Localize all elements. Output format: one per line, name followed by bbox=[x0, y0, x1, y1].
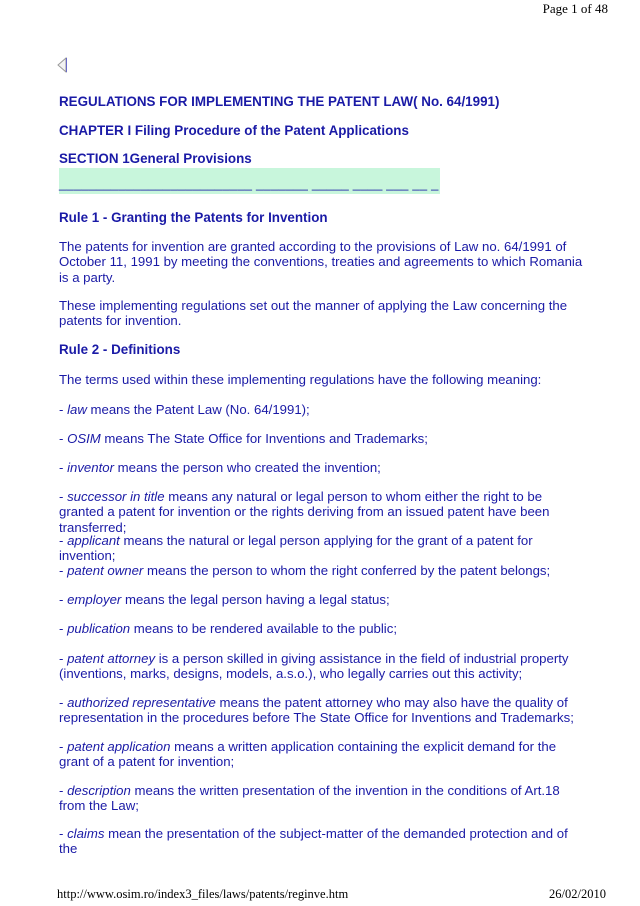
definition-term: authorized representative bbox=[67, 695, 216, 710]
definition-term: patent owner bbox=[67, 563, 144, 578]
definition-item: - patent owner means the person to whom the right conferred by the patent belongs; bbox=[59, 563, 551, 578]
definition-item: - OSIM means The State Office for Inventions and Trademarks; bbox=[59, 431, 428, 446]
definition-term: successor in title bbox=[67, 489, 165, 504]
definition-term: claims bbox=[67, 826, 105, 841]
rule1-paragraph-2: These implementing regulations set out the manner of applying the Law concerning the patents for invention. bbox=[59, 298, 568, 329]
back-arrow-icon[interactable] bbox=[56, 57, 68, 73]
definition-item: - applicant means the natural or legal person applying for the grant of a patent for invention; bbox=[59, 533, 533, 564]
definition-item: - inventor means the person who created the invention; bbox=[59, 460, 381, 475]
definition-term: publication bbox=[67, 621, 131, 636]
definition-term: description bbox=[67, 783, 131, 798]
page-number: Page 1 of 48 bbox=[542, 1, 608, 16]
definition-item: - patent attorney is a person skilled in giving assistance in the field of industrial property (inventions, marks, designs, models, a.s.o.), who legally carries out this activity; bbox=[59, 651, 569, 682]
rule2-intro: The terms used within these implementing regulations have the following meaning: bbox=[59, 372, 542, 387]
rule2-heading: Rule 2 - Definitions bbox=[59, 342, 181, 357]
separator-line: __________________________ _______ _____ ____ ___ __ _ bbox=[59, 176, 439, 191]
definition-term: inventor bbox=[67, 460, 114, 475]
rule1-heading: Rule 1 - Granting the Patents for Invention bbox=[59, 210, 328, 225]
definition-term: patent attorney bbox=[67, 651, 156, 666]
definition-item: - patent application means a written application containing the explicit demand for the grant of a patent for invention; bbox=[59, 739, 557, 770]
section-heading: SECTION 1General Provisions bbox=[59, 151, 252, 166]
definition-item: - description means the written presentation of the invention in the conditions of Art.18 from the Law; bbox=[59, 783, 560, 814]
definition-item: - employer means the legal person having a legal status; bbox=[59, 592, 390, 607]
definition-term: law bbox=[67, 402, 87, 417]
definition-item: - authorized representative means the patent attorney who may also have the quality of representation in the procedures before The State Office for Inventions and Trademarks; bbox=[59, 695, 574, 726]
footer-date: 26/02/2010 bbox=[549, 887, 606, 901]
definition-item: - claims mean the presentation of the subject-matter of the demanded protection and of the bbox=[59, 826, 568, 857]
definition-term: employer bbox=[67, 592, 122, 607]
rule1-paragraph-1: The patents for invention are granted according to the provisions of Law no. 64/1991 of October 11, 1991 by meeting the conventions, treaties and agreements to which Romania is a party. bbox=[59, 239, 583, 285]
definition-term: applicant bbox=[67, 533, 120, 548]
definition-item: - successor in title means any natural or legal person to whom either the right to be granted a patent for invention or the rights deriving from an issued patent have been transferred; bbox=[59, 489, 550, 535]
definition-item: - publication means to be rendered available to the public; bbox=[59, 621, 397, 636]
footer-url: http://www.osim.ro/index3_files/laws/patents/reginve.htm bbox=[57, 887, 349, 901]
chapter-heading: CHAPTER I Filing Procedure of the Patent Applications bbox=[59, 123, 409, 138]
definition-item: - law means the Patent Law (No. 64/1991); bbox=[59, 402, 310, 417]
definition-term: patent application bbox=[67, 739, 171, 754]
definition-term: OSIM bbox=[67, 431, 101, 446]
document-title: REGULATIONS FOR IMPLEMENTING THE PATENT LAW( No. 64/1991) bbox=[59, 94, 500, 109]
